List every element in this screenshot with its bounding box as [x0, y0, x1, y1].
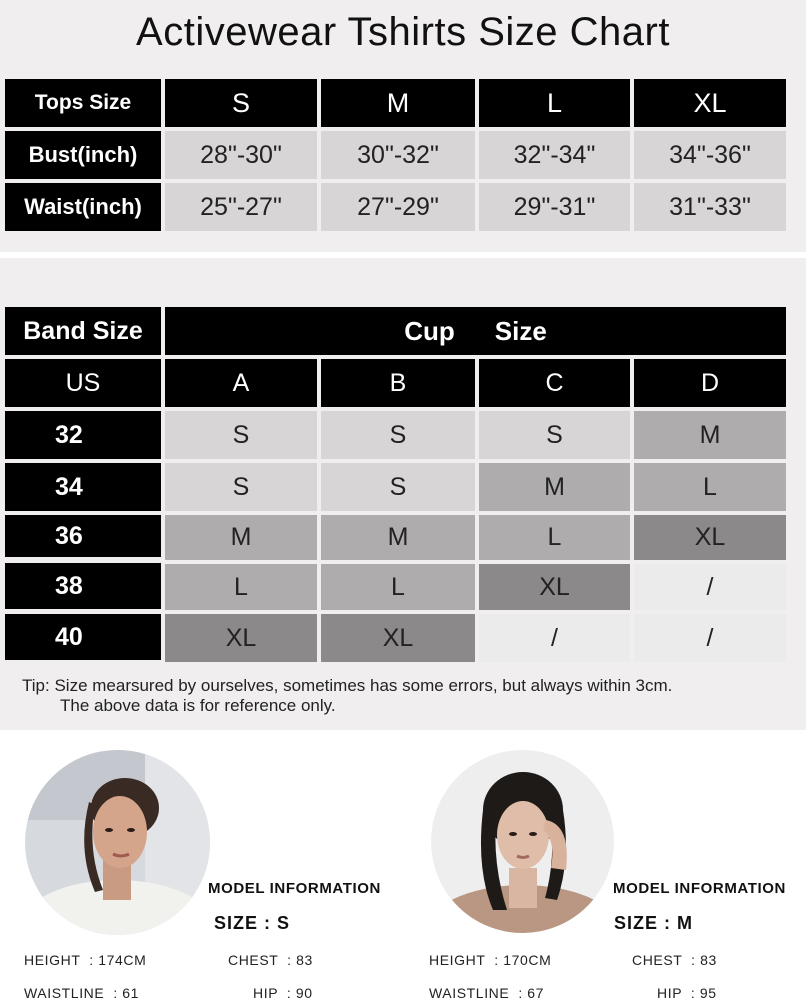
band-34-cup-a: S: [165, 463, 317, 511]
bust-m-value: 30"-32": [321, 131, 475, 179]
band-32-label: 32: [5, 411, 161, 459]
band-size-header: Band Size: [5, 307, 161, 355]
band-34-cup-c: M: [479, 463, 630, 511]
model-2-height: HEIGHT : 170CM: [429, 952, 552, 968]
band-40-cup-c: /: [479, 614, 630, 662]
cup-size-label-cup: Cup: [404, 315, 455, 346]
band-38-cup-b: L: [321, 564, 475, 610]
band-40-label: 40: [5, 614, 161, 660]
tops-col-l: L: [479, 79, 630, 127]
band-36-cup-b: M: [321, 515, 475, 560]
cup-col-b: B: [321, 359, 475, 407]
waist-xl-value: 31"-33": [634, 183, 786, 231]
band-34-cup-b: S: [321, 463, 475, 511]
band-38-cup-a: L: [165, 564, 317, 610]
model-2-waistline: WAISTLINE : 67: [429, 985, 545, 1001]
band-32-cup-b: S: [321, 411, 475, 459]
tops-col-m: M: [321, 79, 475, 127]
model-2-photo: [431, 750, 614, 933]
waist-l-value: 29"-31": [479, 183, 630, 231]
band-36-label: 36: [5, 515, 161, 557]
model-1-portrait-illustration: [25, 750, 210, 935]
band-34-cup-d: L: [634, 463, 786, 511]
us-label: US: [5, 359, 161, 407]
band-36-cup-a: M: [165, 515, 317, 560]
model-1-hip: HIP : 90: [253, 985, 313, 1001]
tops-size-header: Tops Size: [5, 79, 161, 127]
tip-prefix: Tip:: [22, 676, 50, 695]
band-34-label: 34: [5, 463, 161, 511]
cup-size-label-size: Size: [494, 315, 547, 346]
waist-m-value: 27"-29": [321, 183, 475, 231]
model-1-height: HEIGHT : 174CM: [24, 952, 147, 968]
waist-s-value: 25"-27": [165, 183, 317, 231]
band-40-cup-a: XL: [165, 614, 317, 662]
band-38-label: 38: [5, 563, 161, 609]
cup-col-a: A: [165, 359, 317, 407]
tops-col-xl: XL: [634, 79, 786, 127]
band-32-cup-d: M: [634, 411, 786, 459]
tip-note: [22, 676, 672, 716]
band-38-cup-c: XL: [479, 564, 630, 610]
bust-l-value: 32"-34": [479, 131, 630, 179]
model-2-chest: CHEST : 83: [632, 952, 717, 968]
bust-s-value: 28"-30": [165, 131, 317, 179]
tops-col-s: S: [165, 79, 317, 127]
model-1-waistline: WAISTLINE : 61: [24, 985, 140, 1001]
model-1-size: SIZE : S: [214, 913, 291, 933]
model-1-heading: MODEL INFORMATION: [208, 880, 381, 897]
model-1-photo: [25, 750, 210, 935]
model-1-chest: CHEST : 83: [228, 952, 313, 968]
bust-row-label: Bust(inch): [5, 131, 161, 179]
band-32-cup-c: S: [479, 411, 630, 459]
band-40-cup-b: XL: [321, 614, 475, 662]
tip-line-2: The above data is for reference only.: [60, 696, 336, 715]
cup-size-header: [165, 307, 786, 355]
band-40-cup-d: /: [634, 614, 786, 662]
waist-row-label: Waist(inch): [5, 183, 161, 231]
tip-line-1: Size mearsured by ourselves, sometimes has some errors, but always within 3cm.: [54, 676, 673, 695]
model-2-heading: MODEL INFORMATION: [613, 880, 786, 897]
model-2-portrait-illustration: [431, 750, 614, 933]
model-2-hip: HIP : 95: [657, 985, 717, 1001]
model-2-size: SIZE : M: [614, 913, 693, 933]
band-36-cup-c: L: [479, 515, 630, 560]
band-36-cup-d: XL: [634, 515, 786, 560]
page-title: Activewear Tshirts Size Chart: [136, 10, 670, 54]
band-38-cup-d: /: [634, 564, 786, 610]
cup-col-d: D: [634, 359, 786, 407]
band-32-cup-a: S: [165, 411, 317, 459]
cup-col-c: C: [479, 359, 630, 407]
bust-xl-value: 34"-36": [634, 131, 786, 179]
